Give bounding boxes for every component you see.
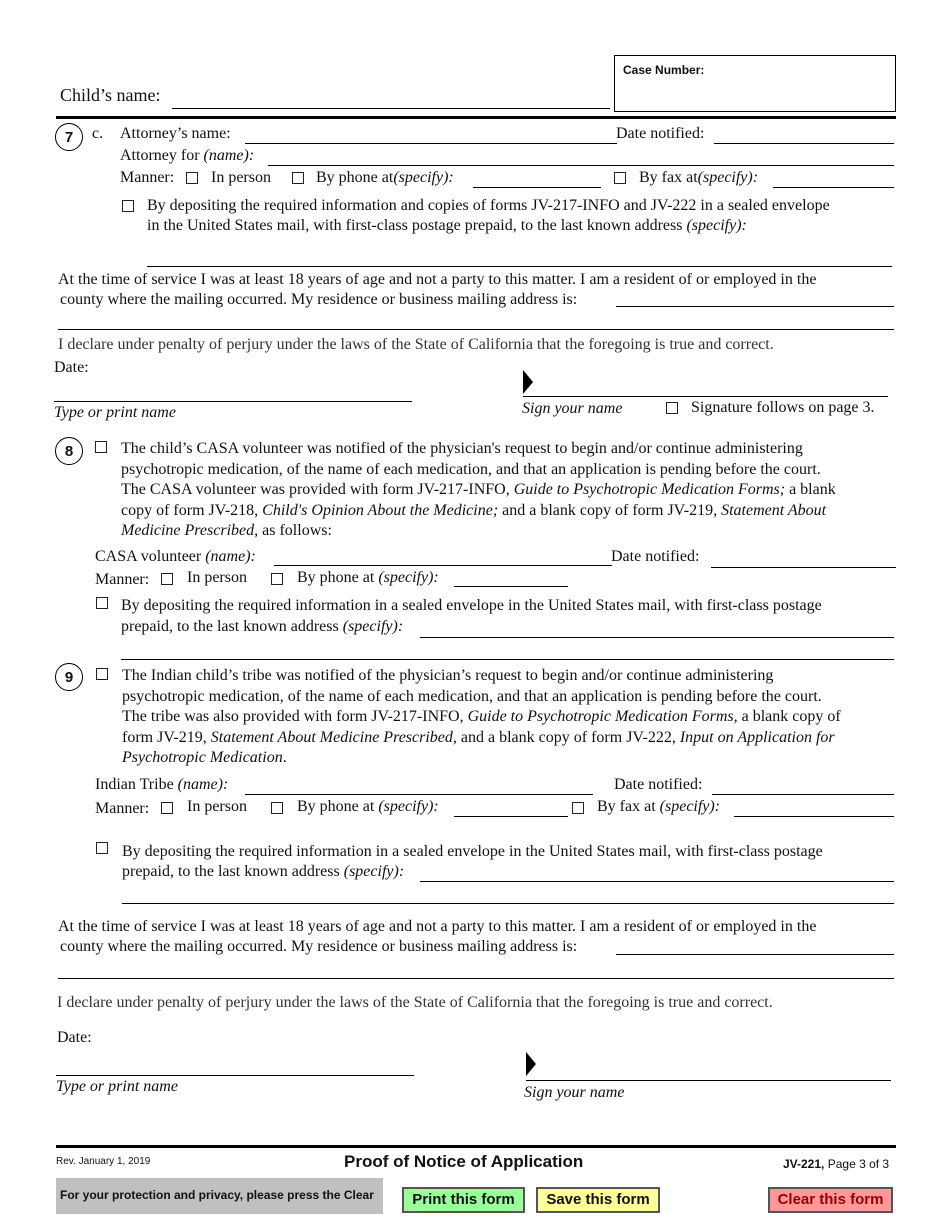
item-7-deposit-checkbox[interactable]: [122, 200, 134, 212]
item-8-phone-specify: (specify):: [378, 569, 439, 586]
item-8-number: 8: [55, 437, 83, 465]
casa-volunteer-label: [95, 547, 256, 567]
item-8-p4a: copy of form JV-218,: [121, 501, 259, 519]
item-8-p3: [121, 480, 901, 501]
item-8-p4c: and a blank copy of form JV-219,: [502, 501, 718, 519]
item-7-address-field[interactable]: [147, 266, 892, 267]
case-number-box[interactable]: [614, 55, 896, 112]
item-8-manner-label: Manner:: [95, 571, 150, 588]
service-2-date-label: Date:: [57, 1029, 92, 1046]
service-1-line1: At the time of service I was at least 18 years of age and not a party to this matter. I am a resident of or employed in the: [58, 271, 817, 288]
service-2-declare: I declare under penalty of perjury under the laws of the State of California that the foregoing is true and correct.: [57, 994, 773, 1011]
item-9-checkbox[interactable]: [96, 668, 108, 680]
item-9-p5b: .: [282, 749, 287, 766]
item-8-address-field[interactable]: [420, 637, 894, 638]
privacy-text: For your protection and privacy, please press the Clear: [60, 1188, 374, 1202]
item-8-in-person-label: In person: [187, 569, 247, 586]
item-9-deposit-text2: prepaid, to the last known address: [122, 863, 340, 880]
item-7-fax-checkbox[interactable]: [614, 172, 626, 184]
indian-tribe-hint: (name):: [177, 776, 229, 793]
item-8-deposit-checkbox[interactable]: [96, 597, 108, 609]
service-1-type-print: Type or print name: [54, 404, 176, 421]
item-9-deposit-line2: [122, 862, 404, 882]
item-8-phone-text: By phone at: [297, 569, 375, 586]
item-9-date-notified-field[interactable]: [712, 794, 894, 795]
print-form-button[interactable]: Print this form: [402, 1187, 525, 1213]
item-8-p4d: Statement About: [721, 501, 827, 519]
service-2-address-field-2[interactable]: [58, 978, 894, 979]
service-1-sign-arrow-icon: [523, 370, 533, 394]
service-2-sign-arrow-icon: [526, 1052, 536, 1076]
service-2-sign-name: Sign your name: [524, 1084, 625, 1101]
item-7-fax-label: [639, 168, 758, 188]
service-2-name-field[interactable]: [56, 1075, 414, 1076]
item-9-phone-specify: (specify):: [378, 798, 439, 815]
attorney-for-field[interactable]: [268, 165, 894, 166]
item-9-paragraph: [122, 666, 902, 769]
item-9-fax-field[interactable]: [734, 816, 894, 817]
child-name-label: Child’s name:: [60, 85, 161, 105]
item-9-deposit-specify: (specify):: [343, 863, 405, 880]
item-8-address-field-2[interactable]: [121, 659, 894, 660]
item-9-phone-field[interactable]: [454, 816, 568, 817]
item-7-fax-specify: (specify):: [697, 169, 759, 186]
item-8-p5b: as follows:: [262, 522, 332, 539]
item-7-manner-label: Manner:: [120, 169, 175, 186]
item-9-p5a: Psychotropic Medication: [122, 749, 283, 766]
item-9-p2: psychotropic medication, of the name of each medication, and that an application is pending before the court.: [122, 687, 822, 705]
item-9-address-field-2[interactable]: [122, 903, 894, 904]
item-7-fax-field[interactable]: [773, 187, 894, 188]
item-8-paragraph: [121, 439, 901, 542]
service-1-address-field[interactable]: [616, 306, 894, 307]
attorney-for-label: [120, 146, 254, 166]
item-7-phone-label: [316, 168, 454, 188]
item-9-date-notified-label: Date notified:: [614, 776, 703, 793]
service-1-declare: I declare under penalty of perjury under the laws of the State of California that the foregoing is true and correct.: [58, 336, 774, 353]
footer-rev: Rev. January 1, 2019: [56, 1156, 151, 1167]
item-8-phone-label: [297, 568, 439, 588]
item-7-phone-specify: (specify):: [393, 169, 454, 186]
item-8-deposit-specify: (specify):: [342, 618, 404, 635]
service-1-sign-name: Sign your name: [522, 400, 623, 417]
indian-tribe-text: Indian Tribe: [95, 776, 174, 793]
item-9-deposit-line1: By depositing the required information in a sealed envelope in the United States mail, with first-class postage: [122, 843, 823, 860]
item-8-phone-field[interactable]: [454, 586, 568, 587]
service-2-line2: county where the mailing occurred. My residence or business mailing address is:: [60, 938, 578, 955]
service-2-type-print: Type or print name: [56, 1078, 178, 1095]
casa-volunteer-hint: (name):: [205, 548, 256, 565]
item-7-deposit-text2: in the United States mail, with first-class postage prepaid, to the last known address: [147, 217, 683, 234]
item-8-p1: The child’s CASA volunteer was notified of the physician's request to begin and/or continue administering: [121, 440, 803, 457]
service-2-line1: At the time of service I was at least 18 years of age and not a party to this matter. I am a resident of or employed in the: [58, 918, 817, 935]
service-1-line2: county where the mailing occurred. My residence or business mailing address is:: [60, 291, 578, 308]
item-8-checkbox[interactable]: [95, 441, 107, 453]
item-8-p3c: a blank: [789, 481, 836, 498]
service-1-name-field[interactable]: [54, 401, 412, 402]
item-9-p3a: The tribe was also provided with form JV-217-INFO,: [122, 708, 464, 725]
clear-form-button[interactable]: Clear this form: [768, 1187, 893, 1213]
item-9-p4d: Input on Application for: [679, 728, 835, 746]
service-2-signature-field[interactable]: [526, 1080, 891, 1081]
casa-volunteer-text: CASA volunteer: [95, 548, 202, 565]
case-number-label: Case Number:: [623, 63, 705, 77]
item-8-p4: [121, 501, 901, 522]
attorney-name-field[interactable]: [245, 143, 617, 144]
item-7-phone-text: By phone at: [316, 169, 394, 186]
item-9-address-field[interactable]: [420, 881, 894, 882]
item-9-fax-checkbox[interactable]: [572, 802, 584, 814]
item-9-fax-label: [597, 797, 720, 817]
item-8-p4b: Child's Opinion About the Medicine;: [262, 501, 499, 519]
item-9-phone-text: By phone at: [297, 798, 375, 815]
item-7-date-notified-field[interactable]: [714, 143, 894, 144]
item-9-number: 9: [55, 663, 83, 691]
service-1-date-label: Date:: [54, 359, 89, 376]
item-8-p3a: The CASA volunteer was provided with form JV-217-INFO,: [121, 481, 510, 498]
item-9-fax-text: By fax at: [597, 798, 656, 815]
item-7-phone-checkbox[interactable]: [292, 172, 304, 184]
item-8-in-person-checkbox[interactable]: [161, 573, 173, 585]
attorney-name-label: Attorney’s name:: [120, 125, 231, 142]
item-8-deposit-line2: [121, 617, 403, 637]
child-name-field[interactable]: [172, 108, 610, 109]
item-9-p1: The Indian child’s tribe was notified of the physician’s request to begin and/or continue administering: [122, 667, 774, 684]
item-9-p4a: form JV-219,: [122, 728, 207, 746]
item-7-in-person-label: In person: [211, 169, 271, 186]
item-8-deposit-text2: prepaid, to the last known address: [121, 618, 339, 635]
item-9-p3c: a blank copy of: [741, 708, 841, 725]
item-8-date-notified-label: Date notified:: [611, 548, 700, 565]
item-7-letter: c.: [92, 125, 104, 142]
item-9-p4: [122, 728, 902, 749]
service-1-signature-field[interactable]: [523, 396, 888, 397]
item-7-fax-text: By fax at: [639, 169, 698, 186]
item-7-deposit-line2: [147, 216, 747, 236]
casa-volunteer-field[interactable]: [274, 565, 612, 566]
indian-tribe-label: [95, 775, 228, 795]
item-9-in-person-checkbox[interactable]: [161, 802, 173, 814]
item-9-p3b: Guide to Psychotropic Medication Forms,: [467, 708, 738, 725]
footer-rule: [56, 1145, 896, 1148]
attorney-for-hint: (name):: [203, 147, 255, 164]
item-8-p5: [121, 521, 901, 542]
item-8-p5a: Medicine Prescribed,: [121, 522, 259, 539]
item-8-phone-checkbox[interactable]: [271, 573, 283, 585]
item-9-p3: [122, 707, 902, 728]
item-7-number: 7: [55, 123, 83, 151]
service-2-address-field[interactable]: [616, 954, 894, 955]
header-rule: [56, 116, 896, 119]
item-8-p2: psychotropic medication, of the name of each medication, and that an application is pending before the court.: [121, 460, 821, 478]
footer-title: Proof of Notice of Application: [344, 1152, 584, 1171]
signature-follows-label: Signature follows on page 3.: [691, 399, 875, 416]
item-7-deposit-specify: (specify):: [686, 217, 747, 234]
item-9-phone-label: [297, 797, 439, 817]
item-7-deposit-line1: By depositing the required information and copies of forms JV-217-INFO and JV-222 in a sealed envelope: [147, 197, 830, 214]
signature-follows-checkbox[interactable]: [666, 402, 678, 414]
item-9-phone-checkbox[interactable]: [271, 802, 283, 814]
item-9-p4b: Statement About Medicine Prescribed,: [210, 728, 457, 746]
item-7-date-notified-label: Date notified:: [616, 125, 705, 142]
save-form-button[interactable]: Save this form: [536, 1187, 660, 1213]
attorney-for-text: Attorney for: [120, 147, 200, 164]
item-8-deposit-line1: By depositing the required information in a sealed envelope in the United States mail, with first-class postage: [121, 597, 822, 614]
item-8-p3b: Guide to Psychotropic Medication Forms;: [513, 481, 786, 498]
item-9-p5: [122, 748, 902, 769]
service-1-address-field-2[interactable]: [58, 329, 894, 330]
item-9-deposit-checkbox[interactable]: [96, 842, 108, 854]
item-7-in-person-checkbox[interactable]: [186, 172, 198, 184]
footer-page-info: [783, 1154, 889, 1174]
item-9-p4c: and a blank copy of form JV-222,: [460, 728, 676, 746]
privacy-notice: [56, 1178, 383, 1214]
item-9-in-person-label: In person: [187, 798, 247, 815]
item-9-fax-specify: (specify):: [659, 798, 721, 815]
indian-tribe-field[interactable]: [245, 794, 593, 795]
footer-page: Page 3 of 3: [827, 1157, 890, 1171]
item-9-manner-label: Manner:: [95, 800, 150, 817]
item-8-date-notified-field[interactable]: [711, 567, 896, 568]
footer-form-id: JV-221,: [783, 1157, 825, 1171]
item-7-phone-field[interactable]: [473, 187, 601, 188]
